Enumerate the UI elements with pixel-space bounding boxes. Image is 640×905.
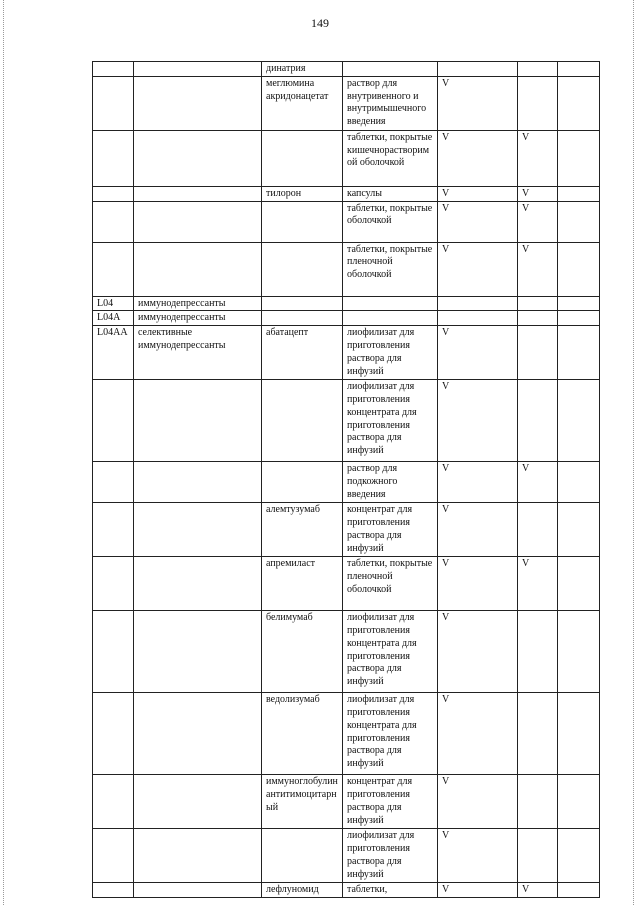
- group-name-cell: [134, 462, 262, 503]
- atc-code-cell: [93, 557, 134, 611]
- mark-cell-col7: [558, 242, 600, 296]
- mark-cell-col6: [518, 326, 558, 380]
- mark-cell-col6: [518, 380, 558, 462]
- drug-name-cell: [262, 130, 343, 186]
- group-name-cell: иммунодепрессанты: [134, 311, 262, 326]
- atc-code-cell: [93, 380, 134, 462]
- scan-edge-right: [633, 0, 635, 905]
- table-row: [93, 242, 600, 296]
- dosage-form-cell: [343, 311, 438, 326]
- dosage-form-cell: раствор для внутривенного и внутримышечного введения: [343, 76, 438, 130]
- drug-name-cell: [262, 201, 343, 242]
- atc-code-cell: [93, 883, 134, 898]
- dosage-form-cell: [343, 62, 438, 77]
- atc-code-cell: [93, 186, 134, 201]
- mark-cell-col5: [438, 62, 518, 77]
- atc-code-cell: [93, 242, 134, 296]
- mark-cell-col6: V: [518, 557, 558, 611]
- drug-name-cell: тилорон: [262, 186, 343, 201]
- dosage-form-cell: лиофилизат для приготовления концентрата для приготовления раствора для инфузий: [343, 611, 438, 693]
- dosage-form-cell: таблетки, покрытые пленочной оболочкой: [343, 557, 438, 611]
- mark-cell-col6: [518, 829, 558, 883]
- drug-name-cell: [262, 311, 343, 326]
- mark-cell-col5: V: [438, 130, 518, 186]
- dosage-form-cell: концентрат для приготовления раствора для инфузий: [343, 775, 438, 829]
- mark-cell-col6: [518, 296, 558, 311]
- atc-code-cell: [93, 62, 134, 77]
- mark-cell-col7: [558, 611, 600, 693]
- dosage-form-cell: лиофилизат для приготовления концентрата для приготовления раствора для инфузий: [343, 693, 438, 775]
- mark-cell-col6: [518, 311, 558, 326]
- mark-cell-col6: [518, 775, 558, 829]
- dosage-form-cell: таблетки,: [343, 883, 438, 898]
- mark-cell-col5: V: [438, 883, 518, 898]
- drug-name-cell: белимумаб: [262, 611, 343, 693]
- group-name-cell: [134, 380, 262, 462]
- group-name-cell: иммунодепрессанты: [134, 296, 262, 311]
- mark-cell-col7: [558, 130, 600, 186]
- atc-code-cell: [93, 775, 134, 829]
- table-row: [93, 883, 600, 898]
- atc-code-cell: [93, 462, 134, 503]
- group-name-cell: [134, 775, 262, 829]
- atc-code-cell: [93, 76, 134, 130]
- mark-cell-col5: [438, 311, 518, 326]
- drug-name-cell: меглюмина акридонацетат: [262, 76, 343, 130]
- table-row: [93, 62, 600, 77]
- table-row: [93, 186, 600, 201]
- atc-code-cell: [93, 829, 134, 883]
- atc-code-cell: [93, 503, 134, 557]
- drug-name-cell: абатацепт: [262, 326, 343, 380]
- atc-code-cell: [93, 130, 134, 186]
- dosage-form-cell: таблетки, покрытые кишечнорастворимой оболочкой: [343, 130, 438, 186]
- mark-cell-col7: [558, 883, 600, 898]
- group-name-cell: селективные иммунодепрессанты: [134, 326, 262, 380]
- group-name-cell: [134, 611, 262, 693]
- mark-cell-col7: [558, 380, 600, 462]
- scan-edge-left: [3, 0, 5, 905]
- drug-name-cell: [262, 242, 343, 296]
- mark-cell-col5: V: [438, 829, 518, 883]
- mark-cell-col7: [558, 693, 600, 775]
- table-row: [93, 829, 600, 883]
- group-name-cell: [134, 76, 262, 130]
- drug-name-cell: апремиласт: [262, 557, 343, 611]
- drug-name-cell: лефлуномид: [262, 883, 343, 898]
- dosage-form-cell: концентрат для приготовления раствора для инфузий: [343, 503, 438, 557]
- dosage-form-cell: капсулы: [343, 186, 438, 201]
- mark-cell-col7: [558, 76, 600, 130]
- mark-cell-col5: V: [438, 611, 518, 693]
- atc-code-cell: [93, 201, 134, 242]
- mark-cell-col7: [558, 311, 600, 326]
- mark-cell-col7: [558, 503, 600, 557]
- mark-cell-col5: V: [438, 186, 518, 201]
- table-row: [93, 380, 600, 462]
- table-row: [93, 462, 600, 503]
- atc-code-cell: L04AA: [93, 326, 134, 380]
- drug-list-table: [92, 61, 600, 898]
- mark-cell-col5: V: [438, 503, 518, 557]
- table-row: [93, 611, 600, 693]
- dosage-form-cell: раствор для подкожного введения: [343, 462, 438, 503]
- mark-cell-col7: [558, 829, 600, 883]
- atc-code-cell: [93, 611, 134, 693]
- mark-cell-col7: [558, 201, 600, 242]
- drug-name-cell: алемтузумаб: [262, 503, 343, 557]
- mark-cell-col6: V: [518, 130, 558, 186]
- dosage-form-cell: таблетки, покрытые оболочкой: [343, 201, 438, 242]
- mark-cell-col6: V: [518, 201, 558, 242]
- dosage-form-cell: [343, 296, 438, 311]
- drug-name-cell: [262, 462, 343, 503]
- drug-name-cell: [262, 380, 343, 462]
- mark-cell-col6: V: [518, 186, 558, 201]
- table-row: [93, 693, 600, 775]
- table-row: [93, 326, 600, 380]
- table-row: [93, 311, 600, 326]
- dosage-form-cell: лиофилизат для приготовления раствора для инфузий: [343, 829, 438, 883]
- group-name-cell: [134, 62, 262, 77]
- table-row: [93, 296, 600, 311]
- group-name-cell: [134, 829, 262, 883]
- mark-cell-col6: V: [518, 883, 558, 898]
- group-name-cell: [134, 503, 262, 557]
- mark-cell-col6: [518, 611, 558, 693]
- mark-cell-col5: V: [438, 462, 518, 503]
- table-row: [93, 557, 600, 611]
- page-number: 149: [311, 16, 329, 30]
- mark-cell-col5: V: [438, 326, 518, 380]
- group-name-cell: [134, 557, 262, 611]
- drug-name-cell: динатрия: [262, 62, 343, 77]
- mark-cell-col7: [558, 326, 600, 380]
- mark-cell-col7: [558, 62, 600, 77]
- mark-cell-col7: [558, 296, 600, 311]
- mark-cell-col7: [558, 775, 600, 829]
- group-name-cell: [134, 130, 262, 186]
- table-row: [93, 775, 600, 829]
- mark-cell-col5: V: [438, 201, 518, 242]
- dosage-form-cell: таблетки, покрытые пленочной оболочкой: [343, 242, 438, 296]
- mark-cell-col5: [438, 296, 518, 311]
- mark-cell-col6: [518, 76, 558, 130]
- atc-code-cell: [93, 693, 134, 775]
- dosage-form-cell: лиофилизат для приготовления раствора для инфузий: [343, 326, 438, 380]
- table-row: [93, 503, 600, 557]
- mark-cell-col5: V: [438, 380, 518, 462]
- drug-name-cell: ведолизумаб: [262, 693, 343, 775]
- group-name-cell: [134, 693, 262, 775]
- mark-cell-col7: [558, 186, 600, 201]
- table-row: [93, 130, 600, 186]
- table-row: [93, 76, 600, 130]
- drug-name-cell: иммуноглобулин антитимоцитарный: [262, 775, 343, 829]
- mark-cell-col6: [518, 503, 558, 557]
- mark-cell-col6: V: [518, 242, 558, 296]
- drug-name-cell: [262, 296, 343, 311]
- atc-code-cell: L04: [93, 296, 134, 311]
- group-name-cell: [134, 186, 262, 201]
- mark-cell-col6: [518, 693, 558, 775]
- mark-cell-col6: V: [518, 462, 558, 503]
- mark-cell-col7: [558, 462, 600, 503]
- mark-cell-col5: V: [438, 557, 518, 611]
- mark-cell-col5: V: [438, 242, 518, 296]
- mark-cell-col5: V: [438, 775, 518, 829]
- mark-cell-col6: [518, 62, 558, 77]
- group-name-cell: [134, 883, 262, 898]
- atc-code-cell: L04A: [93, 311, 134, 326]
- mark-cell-col5: V: [438, 76, 518, 130]
- table-row: [93, 201, 600, 242]
- drug-name-cell: [262, 829, 343, 883]
- mark-cell-col7: [558, 557, 600, 611]
- mark-cell-col5: V: [438, 693, 518, 775]
- group-name-cell: [134, 242, 262, 296]
- group-name-cell: [134, 201, 262, 242]
- dosage-form-cell: лиофилизат для приготовления концентрата для приготовления раствора для инфузий: [343, 380, 438, 462]
